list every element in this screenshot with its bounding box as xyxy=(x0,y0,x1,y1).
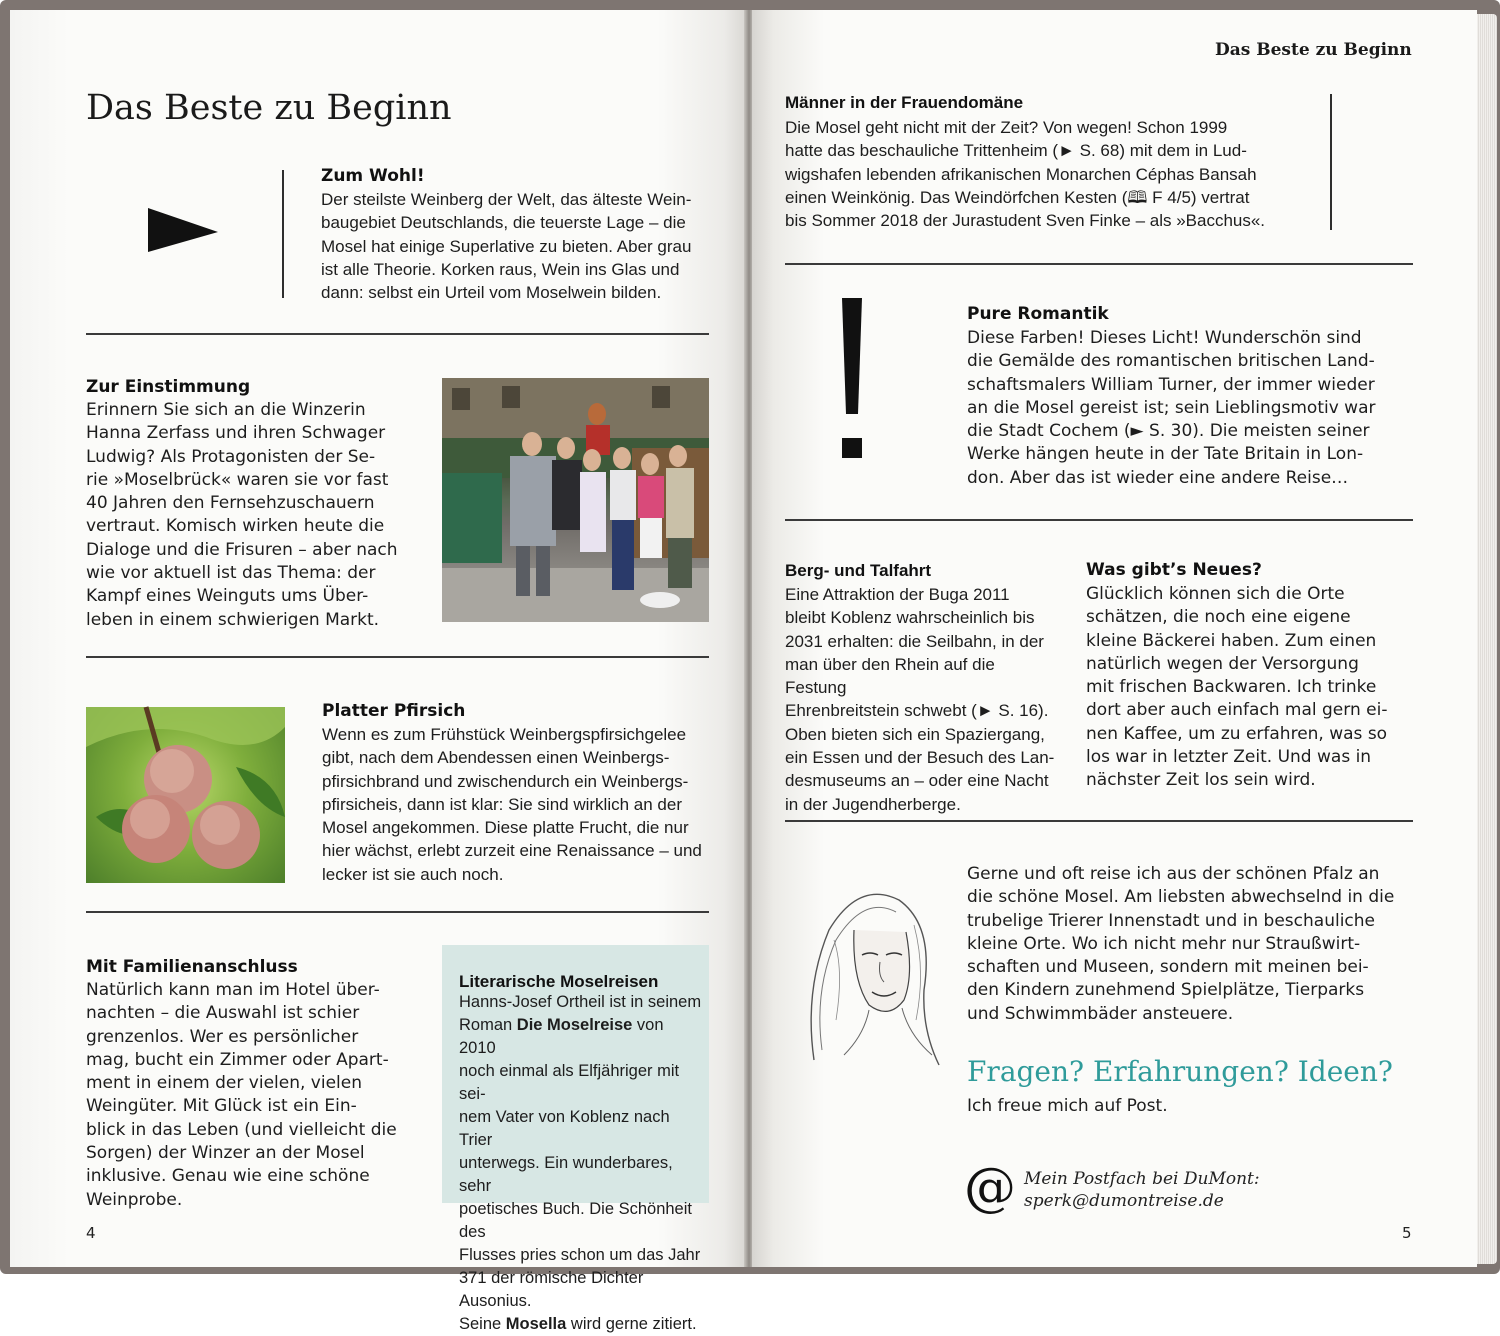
text-line: Weinprobe. xyxy=(86,1189,183,1210)
text-line: Natürlich kann man im Hotel über- xyxy=(86,980,380,1000)
divider-vertical xyxy=(282,170,284,298)
text-line: los war in letzter Zeit. Und was in xyxy=(1086,747,1372,768)
text-line: die Stadt Cochem (► S. 30). Die meisten seiner xyxy=(967,421,1370,442)
text-line: schaftsmalers William Turner, der immer wieder xyxy=(967,374,1375,395)
exclamation-mark-icon xyxy=(840,298,864,466)
text-line: mag, bucht ein Zimmer oder Apart- xyxy=(86,1049,389,1070)
section-divider xyxy=(86,656,709,658)
section-text-familie xyxy=(86,979,408,1212)
text-line: Werke hängen heute in der Tate Britain in Lon- xyxy=(967,444,1364,465)
text-line: natürlich wegen der Versorgung xyxy=(1086,653,1359,674)
text-line: pfirsichbrand und zwischendurch ein Weinbergs- xyxy=(322,771,689,791)
text-span: Roman xyxy=(459,1016,517,1034)
text-line: Gerne und oft reise ich aus der schönen Pfalz an xyxy=(967,864,1380,884)
section-heading-romantik: Pure Romantik xyxy=(967,304,1109,324)
text-line: Mosel hat einige Superlative zu bieten. Aber grau xyxy=(321,236,692,256)
text-line: und Schwimmbäder ansteuere. xyxy=(967,1003,1234,1024)
section-heading-einstimmung: Zur Einstimmung xyxy=(86,377,251,397)
mail-address[interactable]: sperk@dumontreise.de xyxy=(1024,1191,1224,1211)
page-title: Das Beste zu Beginn xyxy=(86,88,452,128)
page-number-left: 4 xyxy=(86,1224,96,1242)
section-heading-neues: Was gibt’s Neues? xyxy=(1086,560,1262,580)
literature-sidebar xyxy=(442,945,709,1333)
text-line: Die Mosel geht nicht mit der Zeit? Von wegen! Schon 1999 xyxy=(785,118,1228,137)
text-span: von 2010 xyxy=(459,1016,664,1057)
text-line: Ludwig? Als Protagonisten der Se- xyxy=(86,446,376,467)
text-line: pfirsicheis, dann ist klar: Sie sind wirklich an der xyxy=(322,794,682,814)
text-line: grenzenlos. Wer es persönlicher xyxy=(86,1026,359,1047)
at-sign-icon: @ xyxy=(964,1158,1016,1218)
section-divider xyxy=(785,263,1413,265)
text-line: hier wächst, erlebt zurzeit eine Renaissance – und xyxy=(322,841,702,861)
text-line: nächster Zeit los sein wird. xyxy=(1086,770,1316,791)
author-intro-text xyxy=(967,863,1417,1026)
text-line: gibt, nach dem Abendessen einen Weinbergs- xyxy=(322,748,670,768)
text-line: an die Mosel gereist ist; sein Lieblingsmotiv war xyxy=(967,397,1376,418)
text-line: Glücklich können sich die Orte xyxy=(1086,584,1345,604)
text-line: schätzen, die noch eine eigene xyxy=(1086,607,1351,628)
text-line: Flusses pries schon um das Jahr xyxy=(459,1246,701,1264)
text-line: 40 Jahren den Fernsehzuschauern xyxy=(86,493,375,514)
text-span: Seine xyxy=(459,1315,506,1333)
text-line: mit frischen Backwaren. Ich trinke xyxy=(1086,677,1377,698)
text-line: ist alle Theorie. Korken raus, Wein ins Glas und xyxy=(321,259,680,279)
text-line xyxy=(459,1313,704,1336)
text-line: 371 der römische Dichter Ausonius. xyxy=(459,1269,644,1310)
sidebar-text xyxy=(459,991,704,1336)
section-divider xyxy=(785,820,1413,822)
text-line: nen Kaffee, um zu erfahren, was so xyxy=(1086,723,1388,744)
text-line: Mosel angekommen. Diese platte Frucht, die nur xyxy=(322,818,689,838)
text-line: kleine Bäckerei haben. Zum einen xyxy=(1086,630,1377,651)
text-line: nachten – die Auswahl ist schier xyxy=(86,1003,360,1024)
text-line: nem Vater von Koblenz nach Trier xyxy=(459,1108,670,1149)
text-line: noch einmal als Elfjähriger mit sei- xyxy=(459,1062,680,1103)
text-line: wigshafen lebenden afrikanischen Monarchen Céphas Bansah xyxy=(785,164,1257,184)
text-line: den Kindern zunehmend Spielplätze, Tierparks xyxy=(967,980,1365,1001)
section-text-zum-wohl xyxy=(321,188,721,304)
text-line: Dialoge und die Frisuren – aber nach xyxy=(86,539,398,560)
author-portrait-sketch xyxy=(774,870,949,1070)
text-line: Hanna Zerfass und ihren Schwager xyxy=(86,423,386,444)
text-line: Hanns-Josef Ortheil ist in seinem xyxy=(459,993,702,1011)
section-text-einstimmung xyxy=(86,399,407,632)
text-line: desmuseums an – oder eine Nacht xyxy=(785,771,1049,791)
text-line: Sorgen) der Winzer an der Mosel xyxy=(86,1143,365,1164)
section-heading-zum-wohl: Zum Wohl! xyxy=(321,166,425,186)
section-heading-pfirsich: Platter Pfirsich xyxy=(322,701,466,721)
text-line: kleine Orte. Wo ich nicht mehr nur Straußwirt- xyxy=(967,933,1361,954)
text-line: inklusive. Genau wie eine schöne xyxy=(86,1166,370,1187)
text-line: poetisches Buch. Die Schönheit des xyxy=(459,1200,692,1241)
text-line: man über den Rhein auf die Festung xyxy=(785,654,995,698)
text-line: in der Jugendherberge. xyxy=(785,794,961,814)
page-edges xyxy=(1477,14,1497,1264)
section-heading-familie: Mit Familienanschluss xyxy=(86,957,298,977)
text-line: vertraut. Komisch wirken heute die xyxy=(86,516,385,537)
peach-photo xyxy=(86,707,285,883)
text-line: Eine Attraktion der Buga 2011 xyxy=(785,585,1010,604)
text-line: Oben bieten sich ein Spaziergang, xyxy=(785,724,1045,744)
text-line: ein Essen und der Besuch des Lan- xyxy=(785,748,1055,768)
text-line: hatte das beschauliche Trittenheim (► S. 68) mit dem in Lud- xyxy=(785,141,1247,161)
text-line: blick in das Leben (und vielleicht die xyxy=(86,1119,397,1140)
page-number-right: 5 xyxy=(1402,1224,1412,1242)
text-line: don. Aber das ist wieder eine andere Reise… xyxy=(967,467,1349,488)
book-title: Mosella xyxy=(505,1315,567,1333)
text-line: Kampf eines Weinguts ums Über- xyxy=(86,586,369,607)
text-line: dort aber auch einfach mal gern ei- xyxy=(1086,700,1388,721)
contact-title: Fragen? Erfahrungen? Ideen? xyxy=(967,1055,1393,1088)
text-line: 2031 erhalten: die Seilbahn, in der xyxy=(785,631,1044,651)
text-span: wird gerne zitiert. xyxy=(566,1315,697,1333)
text-line: unterwegs. Ein wunderbares, sehr xyxy=(459,1154,673,1195)
section-text-maenner xyxy=(785,116,1305,232)
text-line: Ehrenbreitstein schwebt (► S. 16). xyxy=(785,701,1049,721)
text-line: Der steilste Weinberg der Welt, das älteste Wein- xyxy=(321,190,692,209)
text-line: trubelige Trierer Innenstadt und in beschauliche xyxy=(967,910,1375,931)
section-divider xyxy=(86,333,709,335)
text-line: die schöne Mosel. Am liebsten abwechselnd in die xyxy=(967,887,1395,908)
section-heading-bergtal: Berg- und Talfahrt xyxy=(785,561,932,580)
mail-label: Mein Postfach bei DuMont: xyxy=(1024,1169,1260,1189)
section-heading-maenner: Männer in der Frauendomäne xyxy=(785,93,1024,112)
text-line: ment in einem der vielen, vielen xyxy=(86,1073,362,1094)
moselbrueck-cast-photo xyxy=(442,378,709,622)
left-page xyxy=(10,10,746,1333)
section-text-bergtal xyxy=(785,583,1055,816)
right-page xyxy=(752,10,1477,1267)
text-line: dann: selbst ein Urteil vom Moselwein bilden. xyxy=(321,283,662,303)
text-line: die Gemälde des romantischen britischen Land- xyxy=(967,351,1375,372)
sidebar-heading: Literarische Moselreisen xyxy=(459,972,659,991)
section-text-romantik xyxy=(967,327,1417,490)
text-line: leben in einem schwierigen Markt. xyxy=(86,609,380,630)
text-line xyxy=(459,1014,704,1060)
text-line: Erinnern Sie sich an die Winzerin xyxy=(86,400,366,420)
play-triangle-icon xyxy=(148,208,218,256)
book-title: Die Moselreise xyxy=(516,1016,633,1034)
section-divider xyxy=(785,519,1413,521)
text-line: schaften und Museen, sondern mit meinen bei- xyxy=(967,957,1369,978)
text-line: Diese Farben! Dieses Licht! Wunderschön sind xyxy=(967,328,1362,348)
text-line: bis Sommer 2018 der Jurastudent Sven Finke – als »Bacchus«. xyxy=(785,211,1266,231)
contact-subtitle: Ich freue mich auf Post. xyxy=(967,1096,1168,1116)
text-line: Weingüter. Mit Glück ist ein Ein- xyxy=(86,1096,357,1117)
text-line: lecker ist sie auch noch. xyxy=(322,864,504,884)
text-line: bleibt Koblenz wahrscheinlich bis xyxy=(785,608,1035,628)
text-line: rie »Moselbrück« waren sie vor fast xyxy=(86,469,389,490)
section-text-pfirsich xyxy=(322,723,722,886)
text-line: Wenn es zum Frühstück Weinbergspfirsichgelee xyxy=(322,725,687,744)
text-line: baugebiet Deutschlands, die teuerste Lage – die xyxy=(321,213,686,233)
running-head: Das Beste zu Beginn xyxy=(1215,40,1412,60)
divider-vertical xyxy=(1330,94,1332,230)
section-divider xyxy=(86,911,709,913)
section-text-neues xyxy=(1086,583,1416,793)
text-line: wie vor aktuell ist das Thema: der xyxy=(86,563,376,584)
text-line: einen Weinkönig. Das Weindörfchen Kesten (🕮 F 4/5) vertrat xyxy=(785,187,1250,207)
